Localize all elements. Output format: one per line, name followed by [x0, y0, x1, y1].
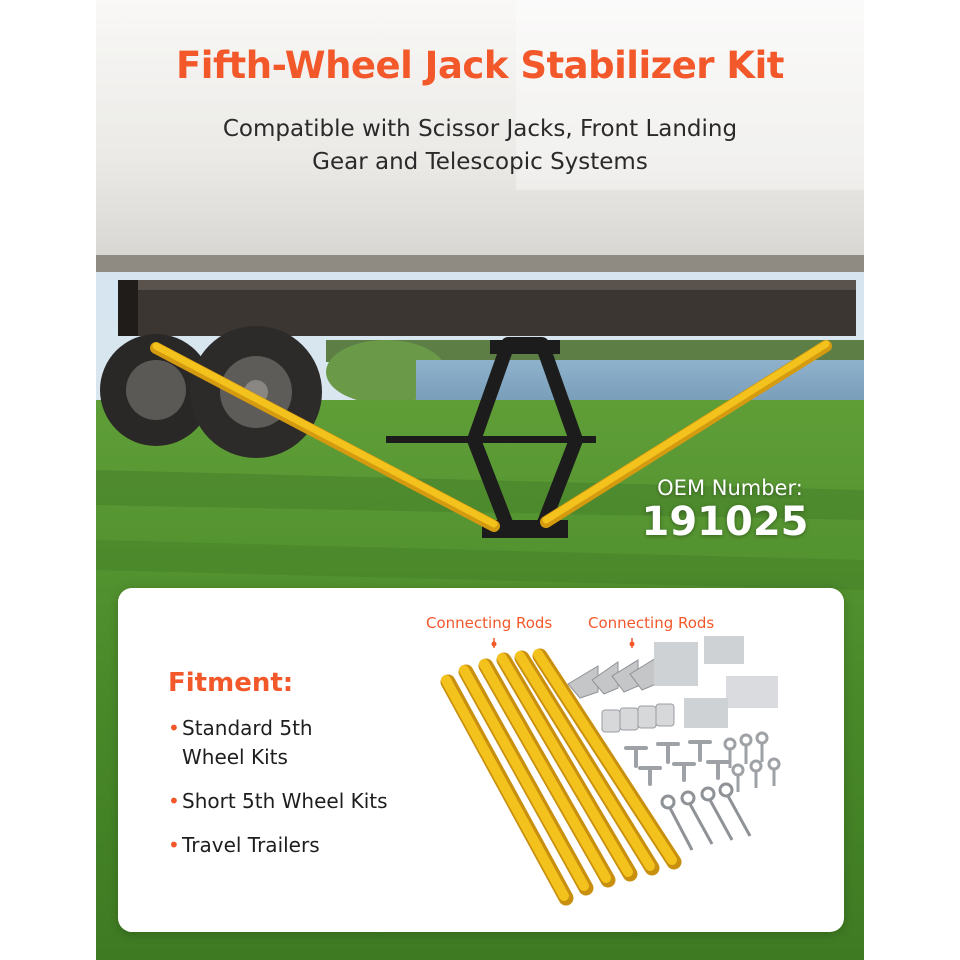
mounting-plates — [602, 704, 674, 732]
fitment-card — [118, 588, 844, 932]
clevis-pins — [725, 733, 779, 792]
connecting-rods-group — [446, 654, 674, 898]
eye-bolts — [662, 784, 750, 850]
t-bolts — [626, 742, 728, 784]
oem-label: OEM Number: — [657, 476, 803, 500]
bullet-icon: • — [168, 789, 180, 813]
fitment-heading: Fitment: — [168, 668, 294, 698]
mounting-brackets — [568, 658, 656, 698]
page-title: Fifth-Wheel Jack Stabilizer Kit — [176, 44, 784, 87]
bullet-icon: • — [168, 716, 180, 740]
subtitle-line-1: Compatible with Scissor Jacks, Front Landing — [222, 116, 738, 142]
connecting-rods-label-right: Connecting Rods — [588, 614, 715, 632]
oem-number: 191025 — [641, 499, 809, 545]
fitment-item-line-2: Wheel Kits — [182, 745, 288, 769]
page-subtitle — [156, 113, 804, 179]
bullet-icon: • — [168, 833, 180, 857]
fitment-item-line-1: Short 5th Wheel Kits — [182, 789, 388, 813]
fitment-item-line-1: Travel Trailers — [182, 833, 320, 857]
kit-parts-illustration — [118, 588, 844, 932]
connecting-rods-label-left: Connecting Rods — [426, 614, 553, 632]
subtitle-line-2: Gear and Telescopic Systems — [312, 149, 648, 175]
fitment-item-line-1: Standard 5th — [182, 716, 313, 740]
